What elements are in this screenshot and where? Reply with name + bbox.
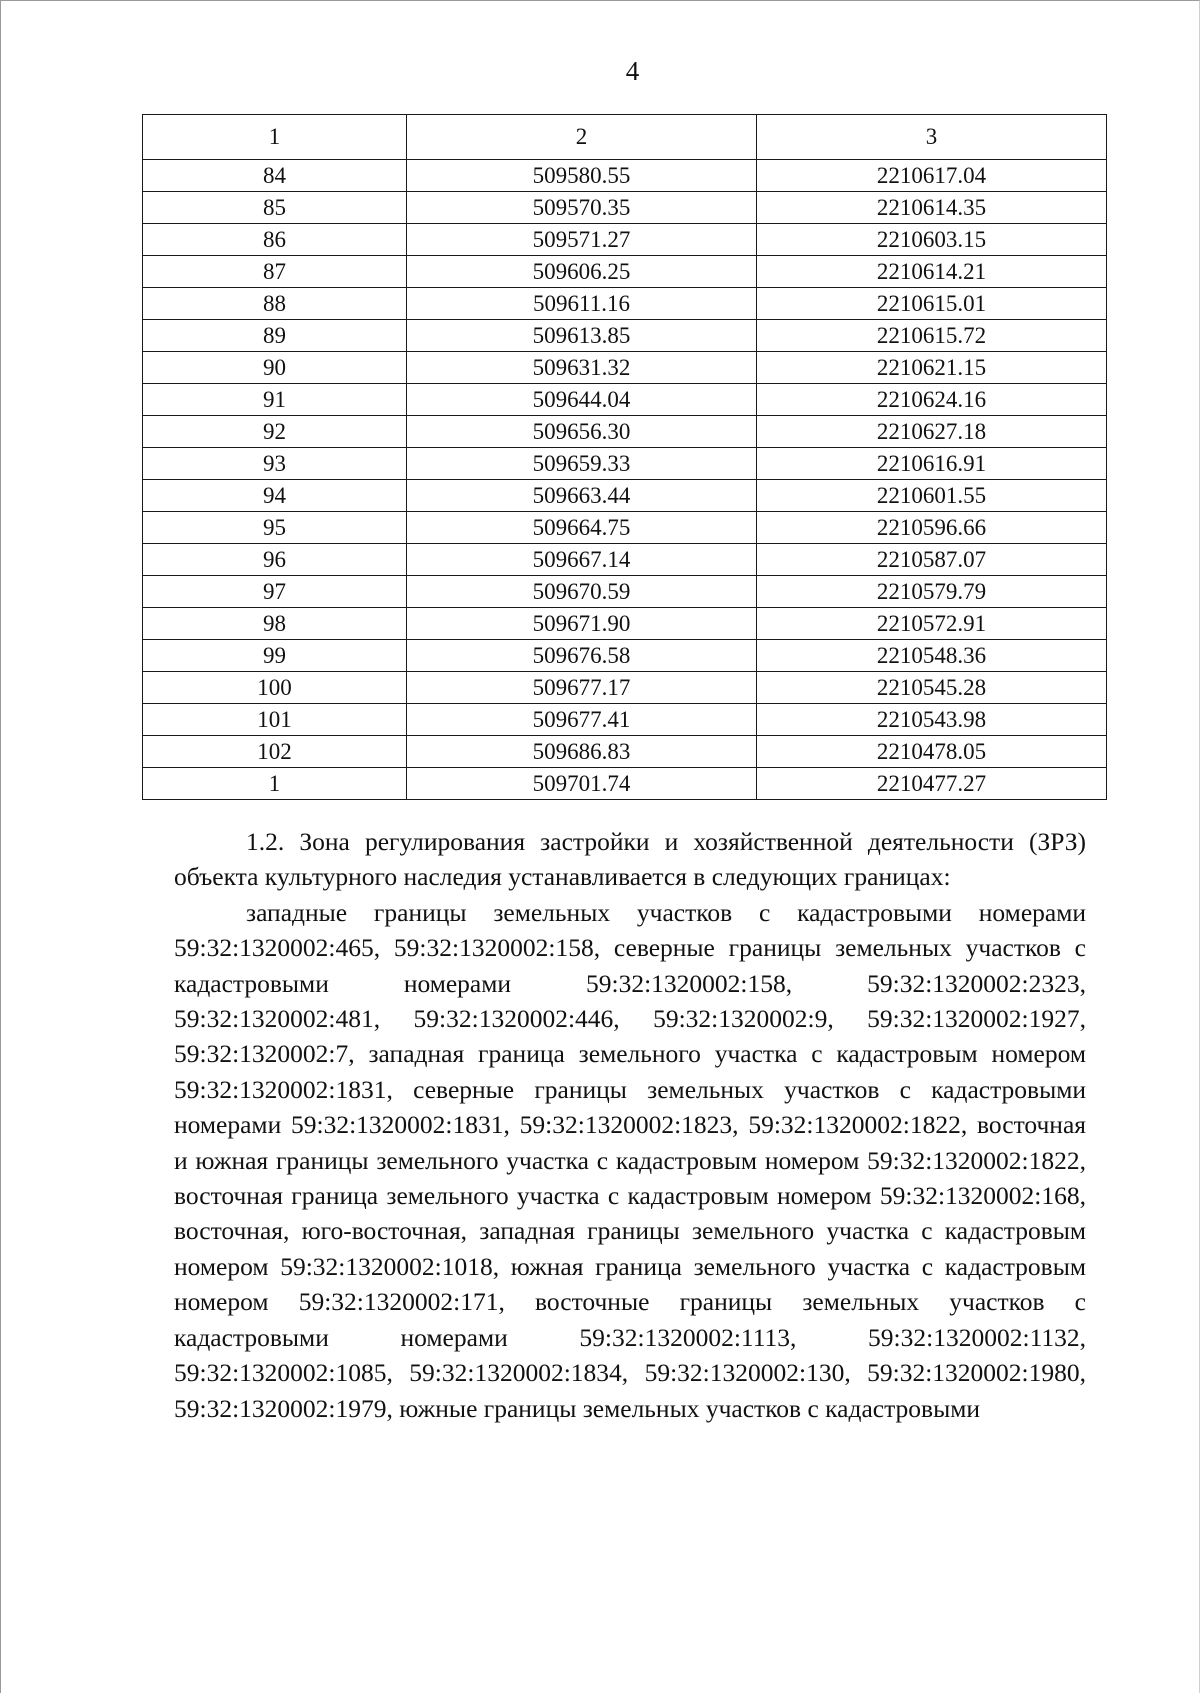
boundaries-paragraph: западные границы земельных участков с кадастровыми номерами 59:32:1320002:465, 59:32:1320002:158, северные границы земельных участков с кадастровыми номерами 59:32:1320002:158, 59:32:1320002:2323, 59:32:1320002:481, 59:32:1320002:446, 59:32:1320002:9, 59:32:1320002:1927, 59:32:1320002:7, западная граница земельного участка с кадастровым номером 59:32:1320002:1831, северные границы земельных участков с кадастровыми номерами 59:32:1320002:1831, 59:32:1320002:1823, 59:32:1320002:1822, восточная и южная границы земельного участка с кадастровым номером 59:32:1320002:1822, восточная граница земельного участка с кадастровым номером 59:32:1320002:168, восточная, юго-восточная, западная границы земельного участка с кадастровым номером 59:32:1320002:1018, южная граница земельного участка с кадастровым номером 59:32:1320002:171, восточные границы земельных участков с кадастровыми номерами 59:32:1320002:1113, 59:32:1320002:1132, 59:32:1320002:1085, 59:32:1320002:1834, 59:32:1320002:130, 59:32:1320002:1980, 59:32:1320002:1979, южные границы земельных участков с кадастровыми: [174, 897, 1086, 1423]
table-row: [143, 256, 1107, 288]
column-header-x: 2: [407, 115, 757, 160]
cell-point-number: 95: [143, 512, 407, 544]
cell-point-number: 98: [143, 608, 407, 640]
table-row: [143, 288, 1107, 320]
cell-point-number: 84: [143, 160, 407, 192]
cell-x-coordinate: 509611.16: [407, 288, 757, 320]
cell-x-coordinate: 509686.83: [407, 736, 757, 768]
cell-point-number: 89: [143, 320, 407, 352]
table-row: [143, 768, 1107, 800]
cell-point-number: 94: [143, 480, 407, 512]
table-row: [143, 512, 1107, 544]
cell-y-coordinate: 2210548.36: [757, 640, 1107, 672]
table-row: [143, 736, 1107, 768]
cell-point-number: 1: [143, 768, 407, 800]
cell-point-number: 87: [143, 256, 407, 288]
table-row: [143, 192, 1107, 224]
cell-y-coordinate: 2210596.66: [757, 512, 1107, 544]
cell-point-number: 99: [143, 640, 407, 672]
cell-x-coordinate: 509677.17: [407, 672, 757, 704]
cell-point-number: 86: [143, 224, 407, 256]
cell-y-coordinate: 2210572.91: [757, 608, 1107, 640]
cell-x-coordinate: 509663.44: [407, 480, 757, 512]
column-header-y: 3: [757, 115, 1107, 160]
cell-point-number: 88: [143, 288, 407, 320]
cell-y-coordinate: 2210627.18: [757, 416, 1107, 448]
cell-point-number: 100: [143, 672, 407, 704]
cell-y-coordinate: 2210477.27: [757, 768, 1107, 800]
table-row: [143, 608, 1107, 640]
cell-y-coordinate: 2210543.98: [757, 704, 1107, 736]
cell-point-number: 92: [143, 416, 407, 448]
cell-y-coordinate: 2210603.15: [757, 224, 1107, 256]
table-row: [143, 224, 1107, 256]
cell-x-coordinate: 509656.30: [407, 416, 757, 448]
table-row: [143, 320, 1107, 352]
table-row: [143, 160, 1107, 192]
page-number: 4: [625, 56, 640, 86]
cell-x-coordinate: 509659.33: [407, 448, 757, 480]
table-row: [143, 672, 1107, 704]
cell-point-number: 101: [143, 704, 407, 736]
cell-point-number: 97: [143, 576, 407, 608]
cell-x-coordinate: 509677.41: [407, 704, 757, 736]
column-header-point: 1: [143, 115, 407, 160]
section-paragraph: 1.2. Зона регулирования застройки и хозяйственной деятельности (ЗРЗ) объекта культурного наследия устанавливается в следующих границах:: [174, 827, 1086, 892]
table-body: [143, 160, 1107, 800]
document-body: [174, 824, 1086, 1426]
table-row: [143, 704, 1107, 736]
cell-point-number: 91: [143, 384, 407, 416]
cell-x-coordinate: 509671.90: [407, 608, 757, 640]
cell-y-coordinate: 2210478.05: [757, 736, 1107, 768]
cell-point-number: 90: [143, 352, 407, 384]
cell-point-number: 96: [143, 544, 407, 576]
cell-x-coordinate: 509580.55: [407, 160, 757, 192]
cell-y-coordinate: 2210587.07: [757, 544, 1107, 576]
cell-y-coordinate: 2210624.16: [757, 384, 1107, 416]
cell-x-coordinate: 509571.27: [407, 224, 757, 256]
table-row: [143, 480, 1107, 512]
cell-x-coordinate: 509676.58: [407, 640, 757, 672]
table-row: [143, 640, 1107, 672]
table-row: [143, 352, 1107, 384]
cell-x-coordinate: 509613.85: [407, 320, 757, 352]
table-row: [143, 576, 1107, 608]
cell-y-coordinate: 2210616.91: [757, 448, 1107, 480]
cell-point-number: 85: [143, 192, 407, 224]
cell-x-coordinate: 509570.35: [407, 192, 757, 224]
cell-y-coordinate: 2210579.79: [757, 576, 1107, 608]
cell-point-number: 93: [143, 448, 407, 480]
cell-y-coordinate: 2210621.15: [757, 352, 1107, 384]
cell-y-coordinate: 2210601.55: [757, 480, 1107, 512]
coordinates-table: [142, 114, 1107, 800]
cell-x-coordinate: 509664.75: [407, 512, 757, 544]
table-row: [143, 448, 1107, 480]
table-row: [143, 384, 1107, 416]
cell-y-coordinate: 2210615.72: [757, 320, 1107, 352]
cell-x-coordinate: 509701.74: [407, 768, 757, 800]
cell-point-number: 102: [143, 736, 407, 768]
cell-y-coordinate: 2210545.28: [757, 672, 1107, 704]
cell-x-coordinate: 509667.14: [407, 544, 757, 576]
cell-x-coordinate: 509631.32: [407, 352, 757, 384]
cell-x-coordinate: 509644.04: [407, 384, 757, 416]
cell-y-coordinate: 2210617.04: [757, 160, 1107, 192]
table-row: [143, 544, 1107, 576]
table-header-row: [143, 115, 1107, 160]
cell-x-coordinate: 509606.25: [407, 256, 757, 288]
cell-y-coordinate: 2210614.21: [757, 256, 1107, 288]
cell-y-coordinate: 2210615.01: [757, 288, 1107, 320]
cell-x-coordinate: 509670.59: [407, 576, 757, 608]
table-row: [143, 416, 1107, 448]
cell-y-coordinate: 2210614.35: [757, 192, 1107, 224]
